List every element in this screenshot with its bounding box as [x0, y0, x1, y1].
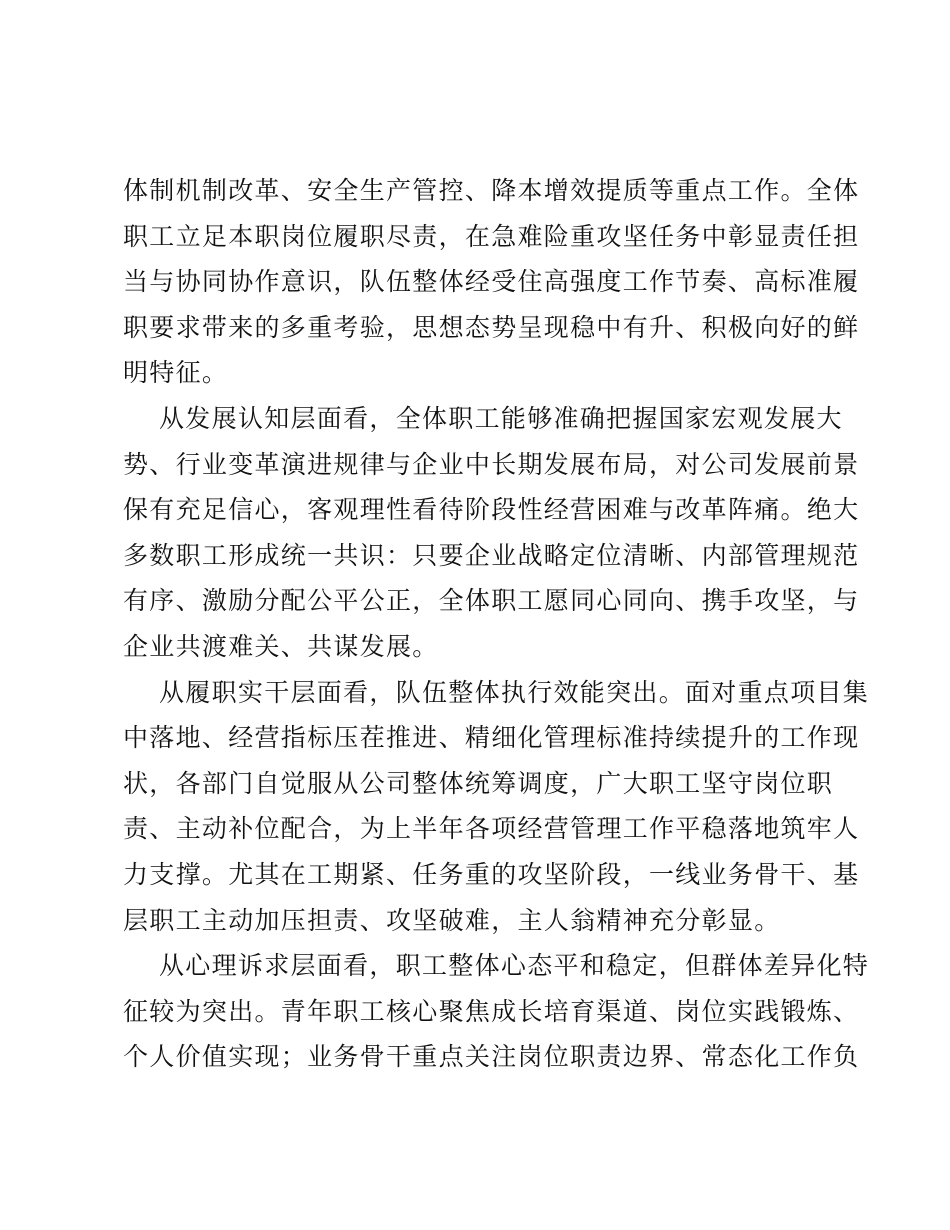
- paragraph-line: 中落地、经营指标压茬推进、精细化管理标准持续提升的工作现: [123, 723, 860, 753]
- paragraph-line: 保有充足信心，客观理性看待阶段性经营困难与改革阵痛。绝大: [123, 495, 860, 525]
- paragraph-continuation-line: 明特征。: [123, 358, 229, 388]
- paragraph-line: 力支撑。尤其在工期紧、任务重的攻坚阶段，一线业务骨干、基: [123, 859, 860, 889]
- paragraph-line: 企业共渡难关、共谋发展。: [123, 631, 439, 661]
- paragraph-first-line: 从心理诉求层面看，职工整体心态平和稳定，但群体差异化特: [159, 951, 870, 981]
- paragraph-line: 有序、激励分配公平公正，全体职工愿同心同向、携手攻坚，与: [123, 586, 860, 616]
- paragraph-line: 状，各部门自觉服从公司整体统筹调度，广大职工坚守岗位职: [123, 768, 834, 798]
- paragraph-continuation-line: 当与协同协作意识，队伍整体经受住高强度工作节奏、高标准履: [123, 267, 860, 297]
- paragraph-line: 个人价值实现；业务骨干重点关注岗位职责边界、常态化工作负: [123, 1042, 860, 1072]
- paragraph-first-line: 从发展认知层面看，全体职工能够准确把握国家宏观发展大: [159, 403, 843, 433]
- paragraph-line: 责、主动补位配合，为上半年各项经营管理工作平稳落地筑牢人: [123, 814, 860, 844]
- paragraph-first-line: 从履职实干层面看，队伍整体执行效能突出。面对重点项目集: [159, 677, 870, 707]
- paragraph-line: 征较为突出。青年职工核心聚焦成长培育渠道、岗位实践锻炼、: [123, 996, 860, 1026]
- document-body: [123, 168, 870, 1080]
- paragraph-continuation-line: 职工立足本职岗位履职尽责，在急难险重攻坚任务中彰显责任担: [123, 221, 860, 251]
- paragraph-line: 势、行业变革演进规律与企业中长期发展布局，对公司发展前景: [123, 449, 860, 479]
- paragraph-line: 多数职工形成统一共识：只要企业战略定位清晰、内部管理规范: [123, 540, 860, 570]
- paragraph-continuation-line: 体制机制改革、安全生产管控、降本增效提质等重点工作。全体: [123, 176, 860, 205]
- paragraph-line: 层职工主动加压担责、攻坚破难，主人翁精神充分彰显。: [123, 905, 781, 935]
- paragraph-continuation-line: 职要求带来的多重考验，思想态势呈现稳中有升、积极向好的鲜: [123, 312, 860, 342]
